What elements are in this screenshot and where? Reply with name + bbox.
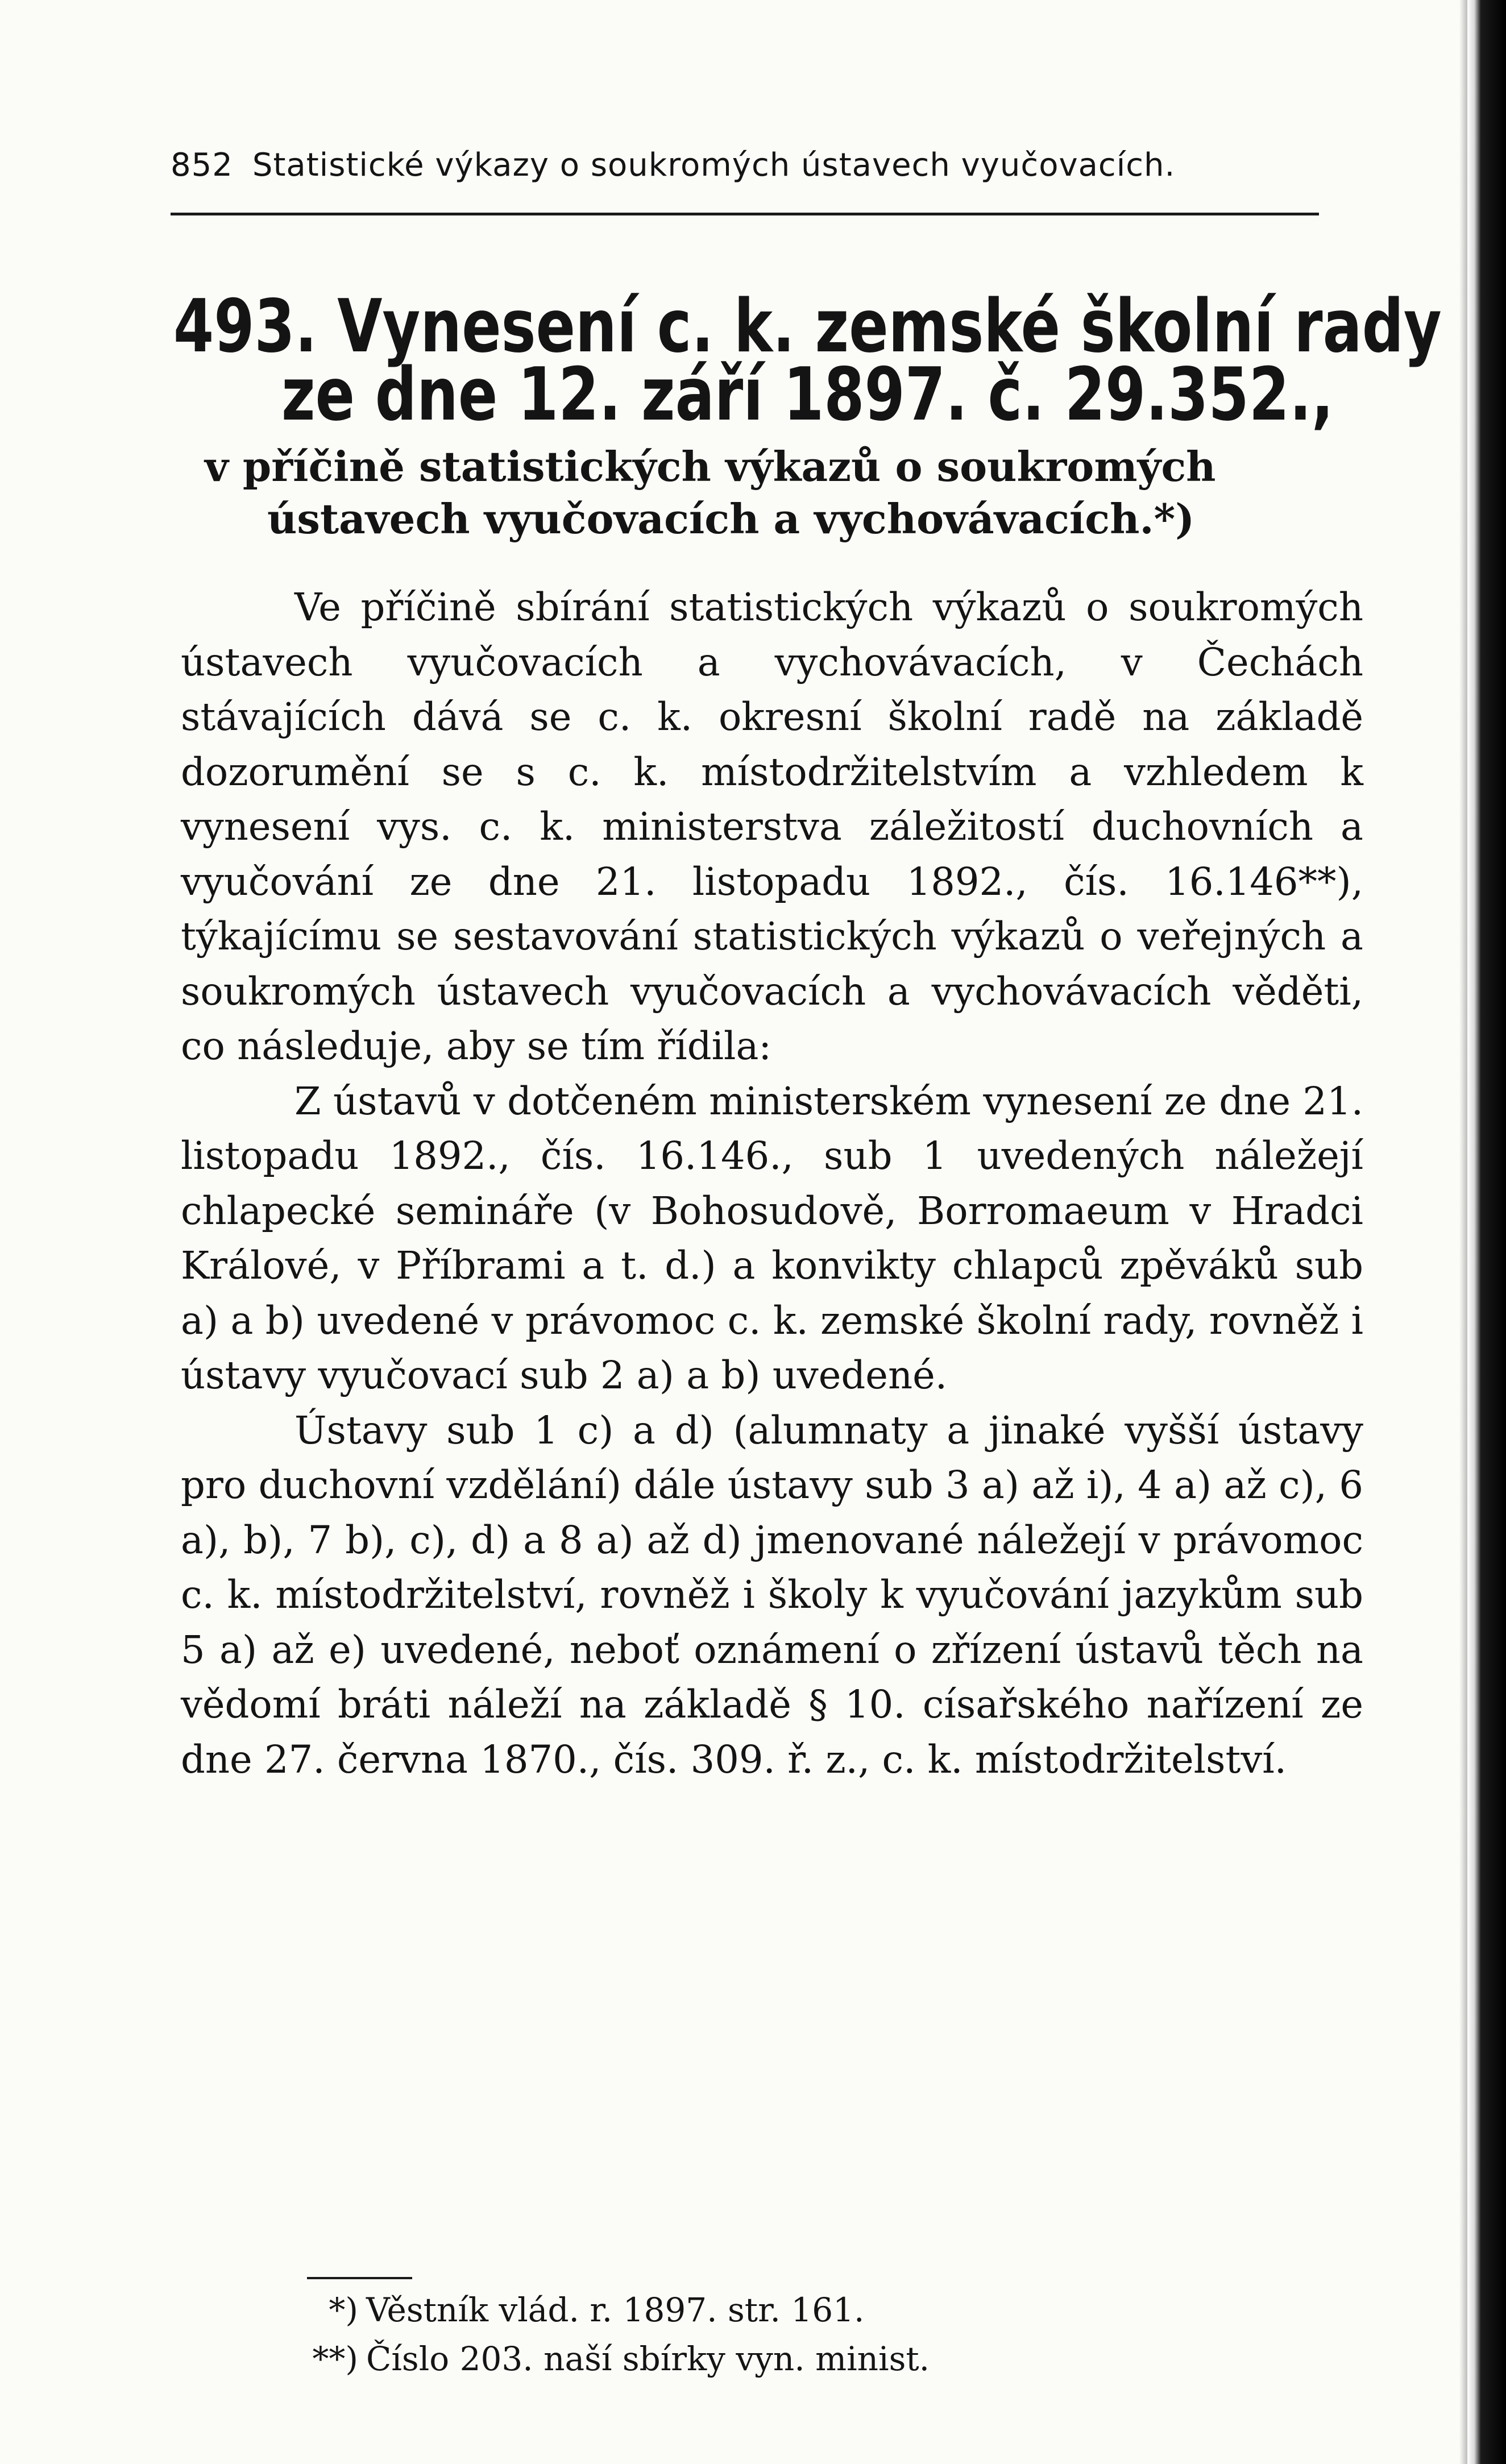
header-rule <box>171 213 1319 215</box>
section-title-line2: ze dne 12. září 1897. č. 29.352., <box>281 352 1334 437</box>
book-spine-edge <box>1467 0 1506 2464</box>
running-header <box>171 147 1308 198</box>
subtitle-line1: v příčině statistických výkazů o soukromých <box>205 442 1216 491</box>
running-title: Statistické výkazy o soukromých ústavech vyučovacích. <box>252 147 1176 184</box>
paragraph-1: Ve příčině sbírání statistických výkazů o soukromých ústavech vyučovacích a vychovávacích, v Čechách stávajících dává se c. k. okresní školní radě na základě dozorumění se s c. k. místodržitelstvím a vzhledem k vynesení vys. c. k. ministerstva záležitostí duchovních a vyučování ze dne 21. listopadu 1892., čís. 16.146**), týkajícímu se sestavování statistických výkazů o veřejných a soukromých ústavech vyučovacích a vychovávacích věděti, co následuje, aby se tím řídila: <box>181 585 1363 1068</box>
page-number: 852 <box>171 147 233 184</box>
subtitle-line2: ústavech vyučovacích a vychovávacích.*) <box>267 495 1195 543</box>
section-title-line1: 493. Vynesení c. k. zemské školní rady <box>173 284 1442 369</box>
footnote-1 <box>296 2285 1319 2334</box>
footnote-marker: **) <box>312 2339 358 2378</box>
paragraph-2: Z ústavů v dotčeném ministerském vynesení ze dne 21. listopadu 1892., čís. 16.146., sub 1 uvedených náležejí chlapecké semináře (v Bohosudově, Borromaeum v Hradci Králové, v Příbrami a t. d.) a konvikty chlapců zpěváků sub a) a b) uvedené v právomoc c. k. zemské školní rady, rovněž i ústavy vyučovací sub 2 a) a b) uvedené. <box>181 1078 1363 1397</box>
section-subtitle <box>205 441 1399 545</box>
footnotes <box>296 2285 1319 2383</box>
footnote-marker: *) <box>329 2291 358 2329</box>
footnote-text: Číslo 203. naší sbírky vyn. minist. <box>366 2339 930 2378</box>
footnote-text: Věstník vlád. r. 1897. str. 161. <box>366 2291 865 2329</box>
paragraph-3: Ústavy sub 1 c) a d) (alumnaty a jinaké vyšší ústavy pro duchovní vzdělání) dále ústavy sub 3 a) až i), 4 a) až c), 6 a), b), 7 b), c), d) a 8 a) až d) jmenované náležejí v právomoc c. k. místodržitelství, rovněž i školy k vyučování jazykům sub 5 a) až e) uvedené, neboť oznámení o zřízení ústavů těch na vědomí bráti náleží na základě § 10. císařského nařízení ze dne 27. června 1870., čís. 309. ř. z., c. k. místodržitelství. <box>181 1408 1363 1782</box>
body-text <box>181 580 1363 1787</box>
footnote-rule <box>307 2277 412 2279</box>
page-gutter-shadow <box>1459 0 1467 2464</box>
footnote-2 <box>296 2334 1319 2383</box>
